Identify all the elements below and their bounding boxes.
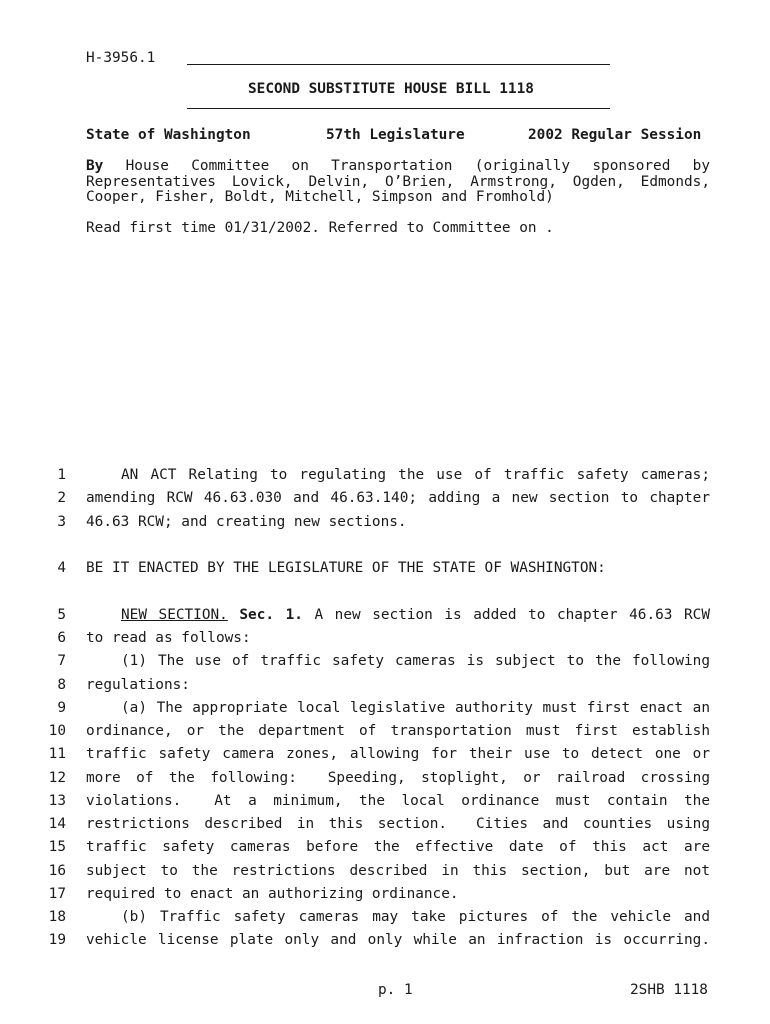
bill-title: SECOND SUBSTITUTE HOUSE BILL 1118 (248, 81, 534, 97)
line-number: 6 (57, 630, 66, 646)
body-line-16: subject to the restrictions described in this section, but are not (86, 863, 710, 879)
line-number: 15 (48, 839, 66, 855)
page-number: p. 1 (378, 982, 413, 998)
line-number: 4 (57, 560, 66, 576)
line-number: 9 (57, 700, 66, 716)
body-line-9: (a) The appropriate local legislative authority must first enact an (121, 700, 710, 716)
line-number: 8 (57, 677, 66, 693)
line-number: 14 (48, 816, 66, 832)
body-line-18: (b) Traffic safety cameras may take pictures of the vehicle and (121, 909, 710, 925)
line-number: 17 (48, 886, 66, 902)
body-line-7: (1) The use of traffic safety cameras is subject to the following (121, 653, 710, 669)
body-line-17: required to enact an authorizing ordinance. (86, 886, 459, 902)
new-section-label: NEW SECTION. (121, 607, 228, 623)
body-line-8: regulations: (86, 677, 190, 693)
sponsor-line-1: By House Committee on Transportation (originally sponsored by (86, 158, 710, 174)
read-first-time: Read first time 01/31/2002. Referred to Committee on . (86, 220, 554, 236)
legislature-label: 57th Legislature (326, 127, 465, 143)
line-number: 5 (57, 607, 66, 623)
body-line-2: amending RCW 46.63.030 and 46.63.140; adding a new section to chapter (86, 490, 710, 506)
line-number: 13 (48, 793, 66, 809)
line-number: 2 (57, 490, 66, 506)
section-number: Sec. 1. (239, 607, 303, 623)
line-number: 16 (48, 863, 66, 879)
body-line-15: traffic safety cameras before the effective date of this act are (86, 839, 710, 855)
header-rule-top (187, 64, 610, 65)
body-line-19: vehicle license plate only and only while an infraction is occurring. (86, 932, 710, 948)
by-label: By (86, 158, 104, 174)
sponsor-line-2: Representatives Lovick, Delvin, O’Brien, Armstrong, Ogden, Edmonds, (86, 174, 710, 190)
line-number: 10 (48, 723, 66, 739)
line-number: 3 (57, 514, 66, 530)
line-number: 11 (48, 746, 66, 762)
line-number: 19 (48, 932, 66, 948)
body-line-1: AN ACT Relating to regulating the use of traffic safety cameras; (121, 467, 710, 483)
body-line-14: restrictions described in this section. Cities and counties using (86, 816, 710, 832)
body-line-11: traffic safety camera zones, allowing for their use to detect one or (86, 746, 710, 762)
enacting-clause: BE IT ENACTED BY THE LEGISLATURE OF THE STATE OF WASHINGTON: (86, 560, 606, 576)
body-line-6: to read as follows: (86, 630, 251, 646)
line-number: 12 (48, 770, 66, 786)
line-number: 7 (57, 653, 66, 669)
state-label: State of Washington (86, 127, 251, 143)
body-line-12: more of the following: Speeding, stoplight, or railroad crossing (86, 770, 710, 786)
body-line-3: 46.63 RCW; and creating new sections. (86, 514, 407, 530)
sponsor-line-3: Cooper, Fisher, Boldt, Mitchell, Simpson and Fromhold) (86, 189, 554, 205)
body-line-5: NEW SECTION. Sec. 1. A new section is added to chapter 46.63 RCW (121, 607, 710, 623)
session-label: 2002 Regular Session (528, 127, 702, 143)
header-rule-bottom (187, 108, 610, 109)
body-line-10: ordinance, or the department of transportation must first establish (86, 723, 710, 739)
body-line-13: violations. At a minimum, the local ordinance must contain the (86, 793, 710, 809)
document-id: H-3956.1 (86, 50, 156, 66)
bill-short-id: 2SHB 1118 (630, 982, 708, 998)
line-number: 1 (57, 467, 66, 483)
line-number: 18 (48, 909, 66, 925)
